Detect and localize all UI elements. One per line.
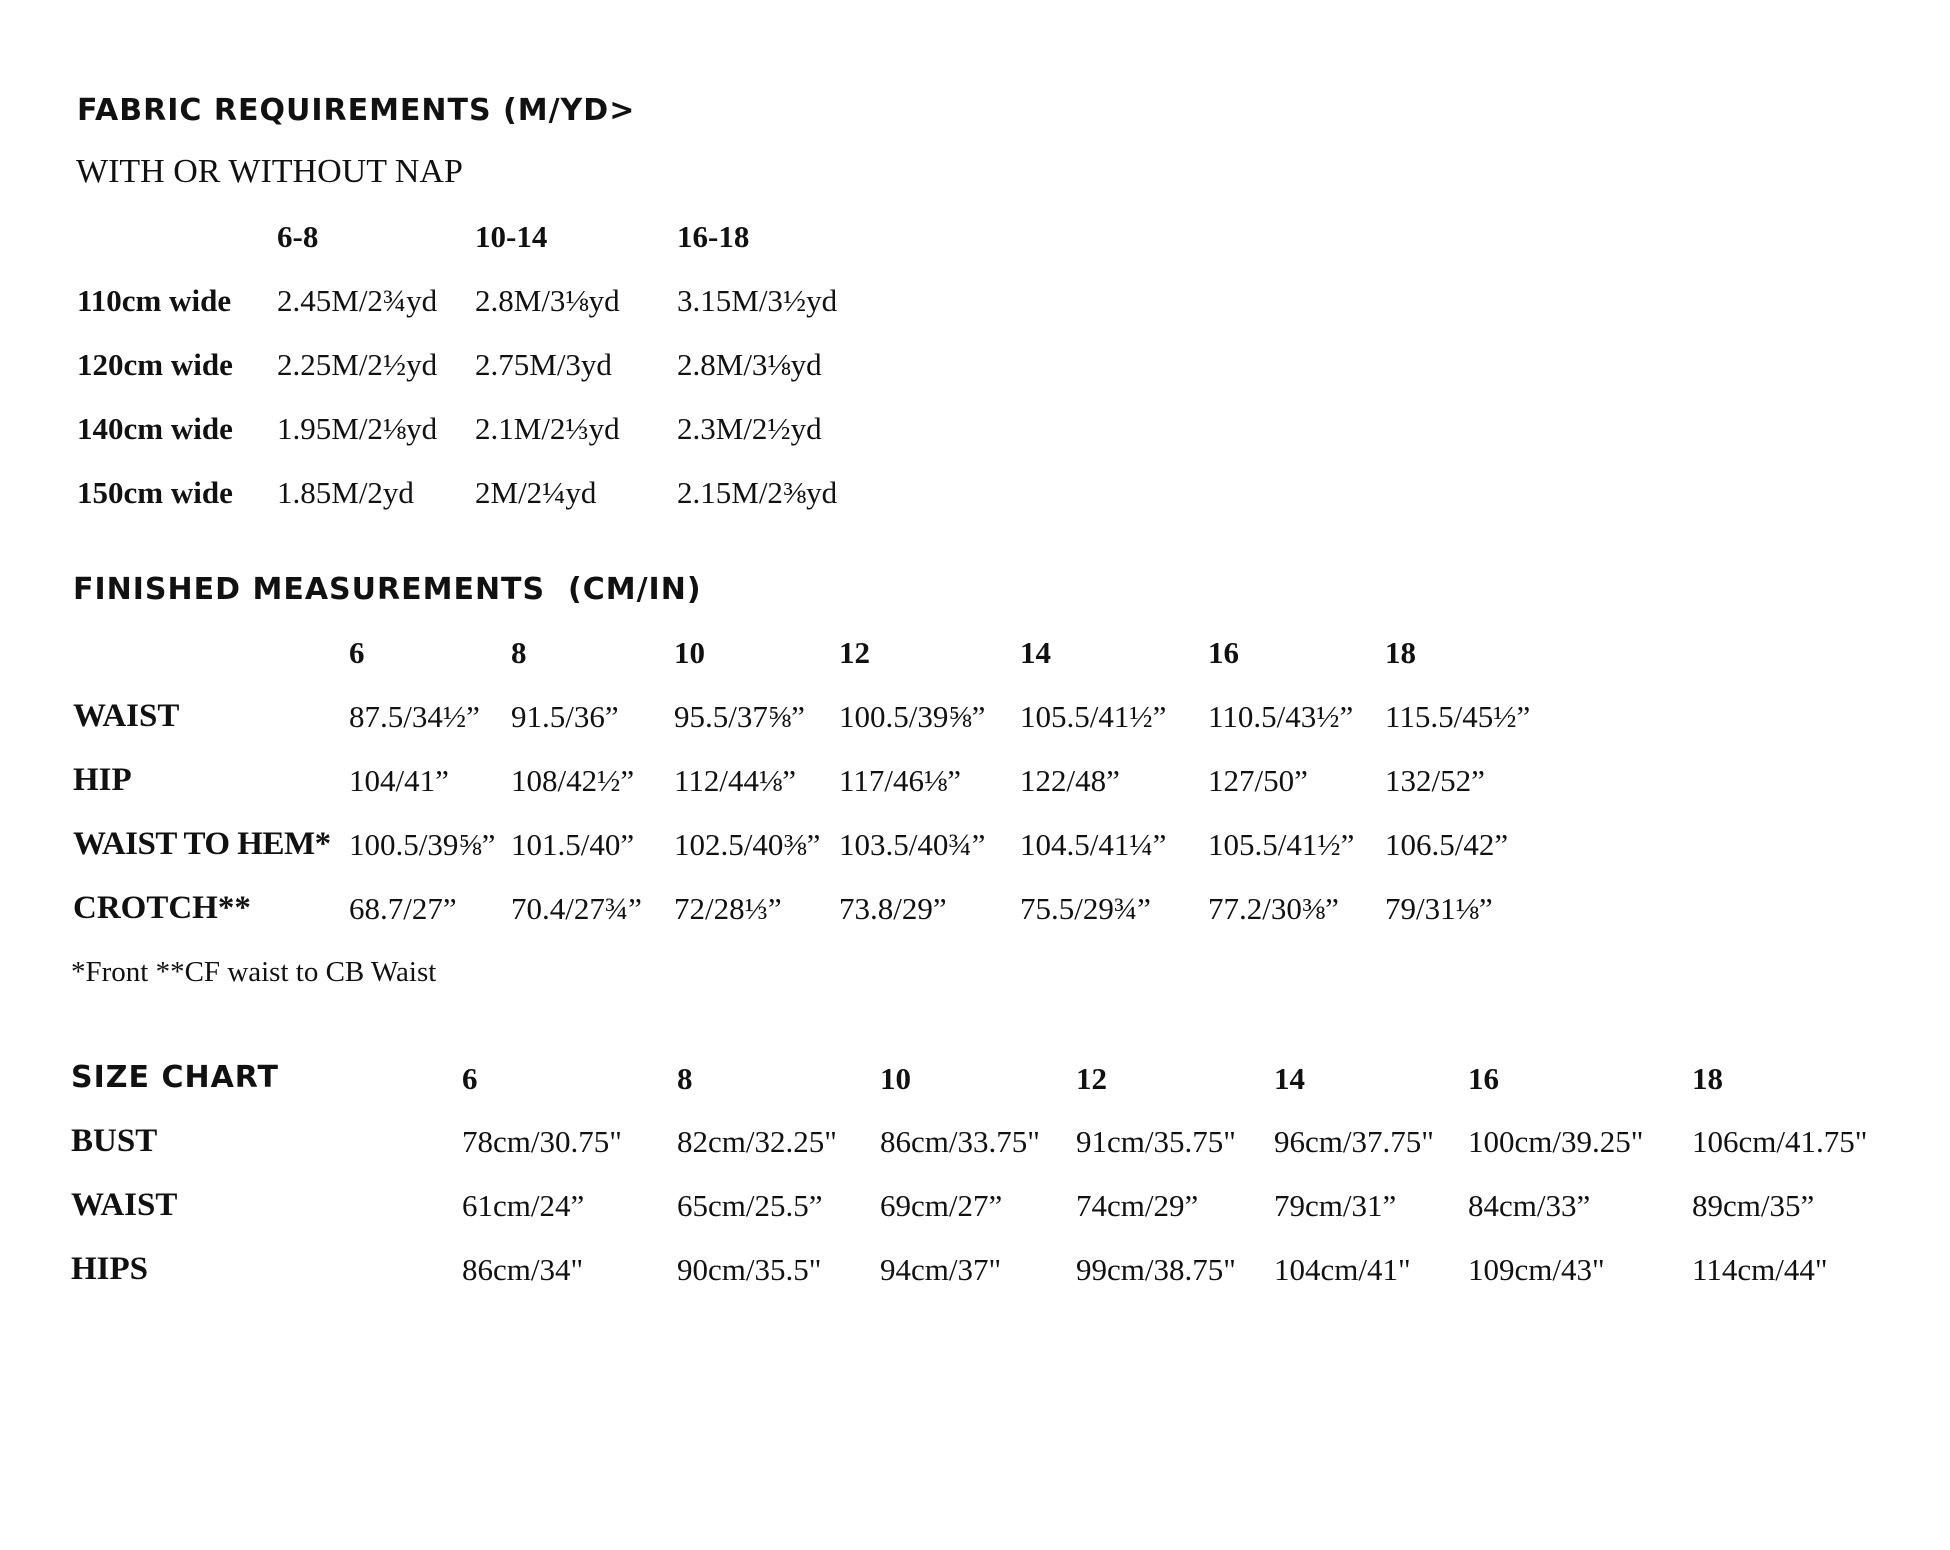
finished-cell: 108/42½” [511,763,635,798]
fabric-row-label: 120cm wide [77,347,233,382]
fabric-cell: 2M/2¼yd [475,475,597,510]
size-chart-column-header: 12 [1076,1061,1107,1096]
finished-column-header: 18 [1385,635,1416,670]
fabric-cell: 2.25M/2½yd [277,347,438,382]
finished-cell: 68.7/27” [349,891,457,926]
finished-cell: 106.5/42” [1385,827,1509,862]
fabric-column-header: 16-18 [677,219,750,254]
finished-cell: 79/31⅛” [1385,891,1493,926]
finished-cell: 104/41” [349,763,449,798]
finished-cell: 72/28⅓” [674,891,782,926]
fabric-row-label: 140cm wide [77,411,233,446]
finished-cell: 132/52” [1385,763,1485,798]
size-chart-cell: 96cm/37.75" [1274,1124,1434,1159]
fabric-cell: 2.1M/2⅓yd [475,411,620,446]
finished-column-header: 16 [1208,635,1239,670]
finished-measurements-title: FINISHED MEASUREMENTS (CM/IN) [73,572,702,607]
size-chart-cell: 109cm/43" [1468,1252,1605,1287]
finished-column-header: 10 [674,635,705,670]
size-chart-cell: 79cm/31” [1274,1188,1397,1223]
finished-cell: 105.5/41½” [1020,699,1167,734]
size-chart-cell: 99cm/38.75" [1076,1252,1236,1287]
size-chart-column-header: 6 [462,1061,478,1096]
fabric-cell: 2.8M/3⅛yd [677,347,822,382]
finished-cell: 77.2/30⅜” [1208,891,1339,926]
fabric-cell: 2.8M/3⅛yd [475,283,620,318]
finished-cell: 127/50” [1208,763,1308,798]
finished-cell: 105.5/41½” [1208,827,1355,862]
size-chart-cell: 65cm/25.5” [677,1188,823,1223]
fabric-nap-subtitle: WITH OR WITHOUT NAP [76,153,463,190]
size-chart-cell: 61cm/24” [462,1188,585,1223]
fabric-row-label: 150cm wide [77,475,233,510]
size-chart-column-header: 14 [1274,1061,1305,1096]
finished-cell: 110.5/43½” [1208,699,1354,734]
finished-cell: 95.5/37⅝” [674,699,805,734]
size-chart-cell: 104cm/41" [1274,1252,1411,1287]
finished-row-label: WAIST [73,698,180,734]
fabric-requirements-title: FABRIC REQUIREMENTS (M/YD> [77,93,636,128]
size-chart-column-header: 8 [677,1061,693,1096]
finished-column-header: 8 [511,635,527,670]
size-chart-column-header: 18 [1692,1061,1723,1096]
size-chart-cell: 82cm/32.25" [677,1124,837,1159]
fabric-cell: 2.3M/2½yd [677,411,822,446]
size-chart-column-header: 10 [880,1061,911,1096]
finished-cell: 100.5/39⅝” [839,699,986,734]
finished-cell: 103.5/40¾” [839,827,986,862]
size-chart-row-label: HIPS [71,1251,149,1287]
finished-cell: 101.5/40” [511,827,635,862]
size-chart-cell: 91cm/35.75" [1076,1124,1236,1159]
finished-column-header: 12 [839,635,870,670]
finished-cell: 91.5/36” [511,699,619,734]
finished-cell: 102.5/40⅜” [674,827,821,862]
finished-cell: 70.4/27¾” [511,891,642,926]
size-chart-cell: 84cm/33” [1468,1188,1591,1223]
size-chart-cell: 74cm/29” [1076,1188,1199,1223]
size-chart-column-header: 16 [1468,1061,1499,1096]
finished-cell: 112/44⅛” [674,763,796,798]
finished-column-header: 14 [1020,635,1051,670]
size-chart-cell: 100cm/39.25" [1468,1124,1644,1159]
finished-cell: 104.5/41¼” [1020,827,1167,862]
fabric-row-label: 110cm wide [77,283,232,318]
fabric-cell: 1.95M/2⅛yd [277,411,438,446]
size-chart-title: SIZE CHART [71,1060,280,1095]
size-chart-cell: 86cm/33.75" [880,1124,1040,1159]
size-chart-row-label: WAIST [71,1187,178,1223]
size-chart-cell: 86cm/34" [462,1252,584,1287]
finished-row-label: HIP [73,762,132,798]
finished-row-label: WAIST TO HEM* [73,826,331,862]
size-chart-cell: 89cm/35” [1692,1188,1815,1223]
size-chart-cell: 106cm/41.75" [1692,1124,1868,1159]
finished-cell: 122/48” [1020,763,1120,798]
finished-footnote: *Front **CF waist to CB Waist [71,956,437,988]
fabric-column-header: 6-8 [277,219,319,254]
fabric-cell: 2.45M/2¾yd [277,283,438,318]
fabric-cell: 3.15M/3½yd [677,283,838,318]
fabric-cell: 1.85M/2yd [277,475,414,510]
fabric-cell: 2.75M/3yd [475,347,612,382]
size-chart-cell: 69cm/27” [880,1188,1003,1223]
fabric-cell: 2.15M/2⅜yd [677,475,838,510]
finished-cell: 75.5/29¾” [1020,891,1151,926]
finished-cell: 73.8/29” [839,891,947,926]
finished-cell: 87.5/34½” [349,699,480,734]
size-chart-cell: 94cm/37" [880,1252,1002,1287]
fabric-column-header: 10-14 [475,219,548,254]
finished-cell: 117/46⅛” [839,763,961,798]
size-chart-row-label: BUST [71,1123,158,1159]
size-chart-cell: 78cm/30.75" [462,1124,622,1159]
finished-cell: 100.5/39⅝” [349,827,496,862]
size-chart-cell: 114cm/44" [1692,1252,1828,1287]
finished-column-header: 6 [349,635,365,670]
size-chart-cell: 90cm/35.5" [677,1252,822,1287]
finished-cell: 115.5/45½” [1385,699,1531,734]
finished-row-label: CROTCH** [73,890,251,926]
